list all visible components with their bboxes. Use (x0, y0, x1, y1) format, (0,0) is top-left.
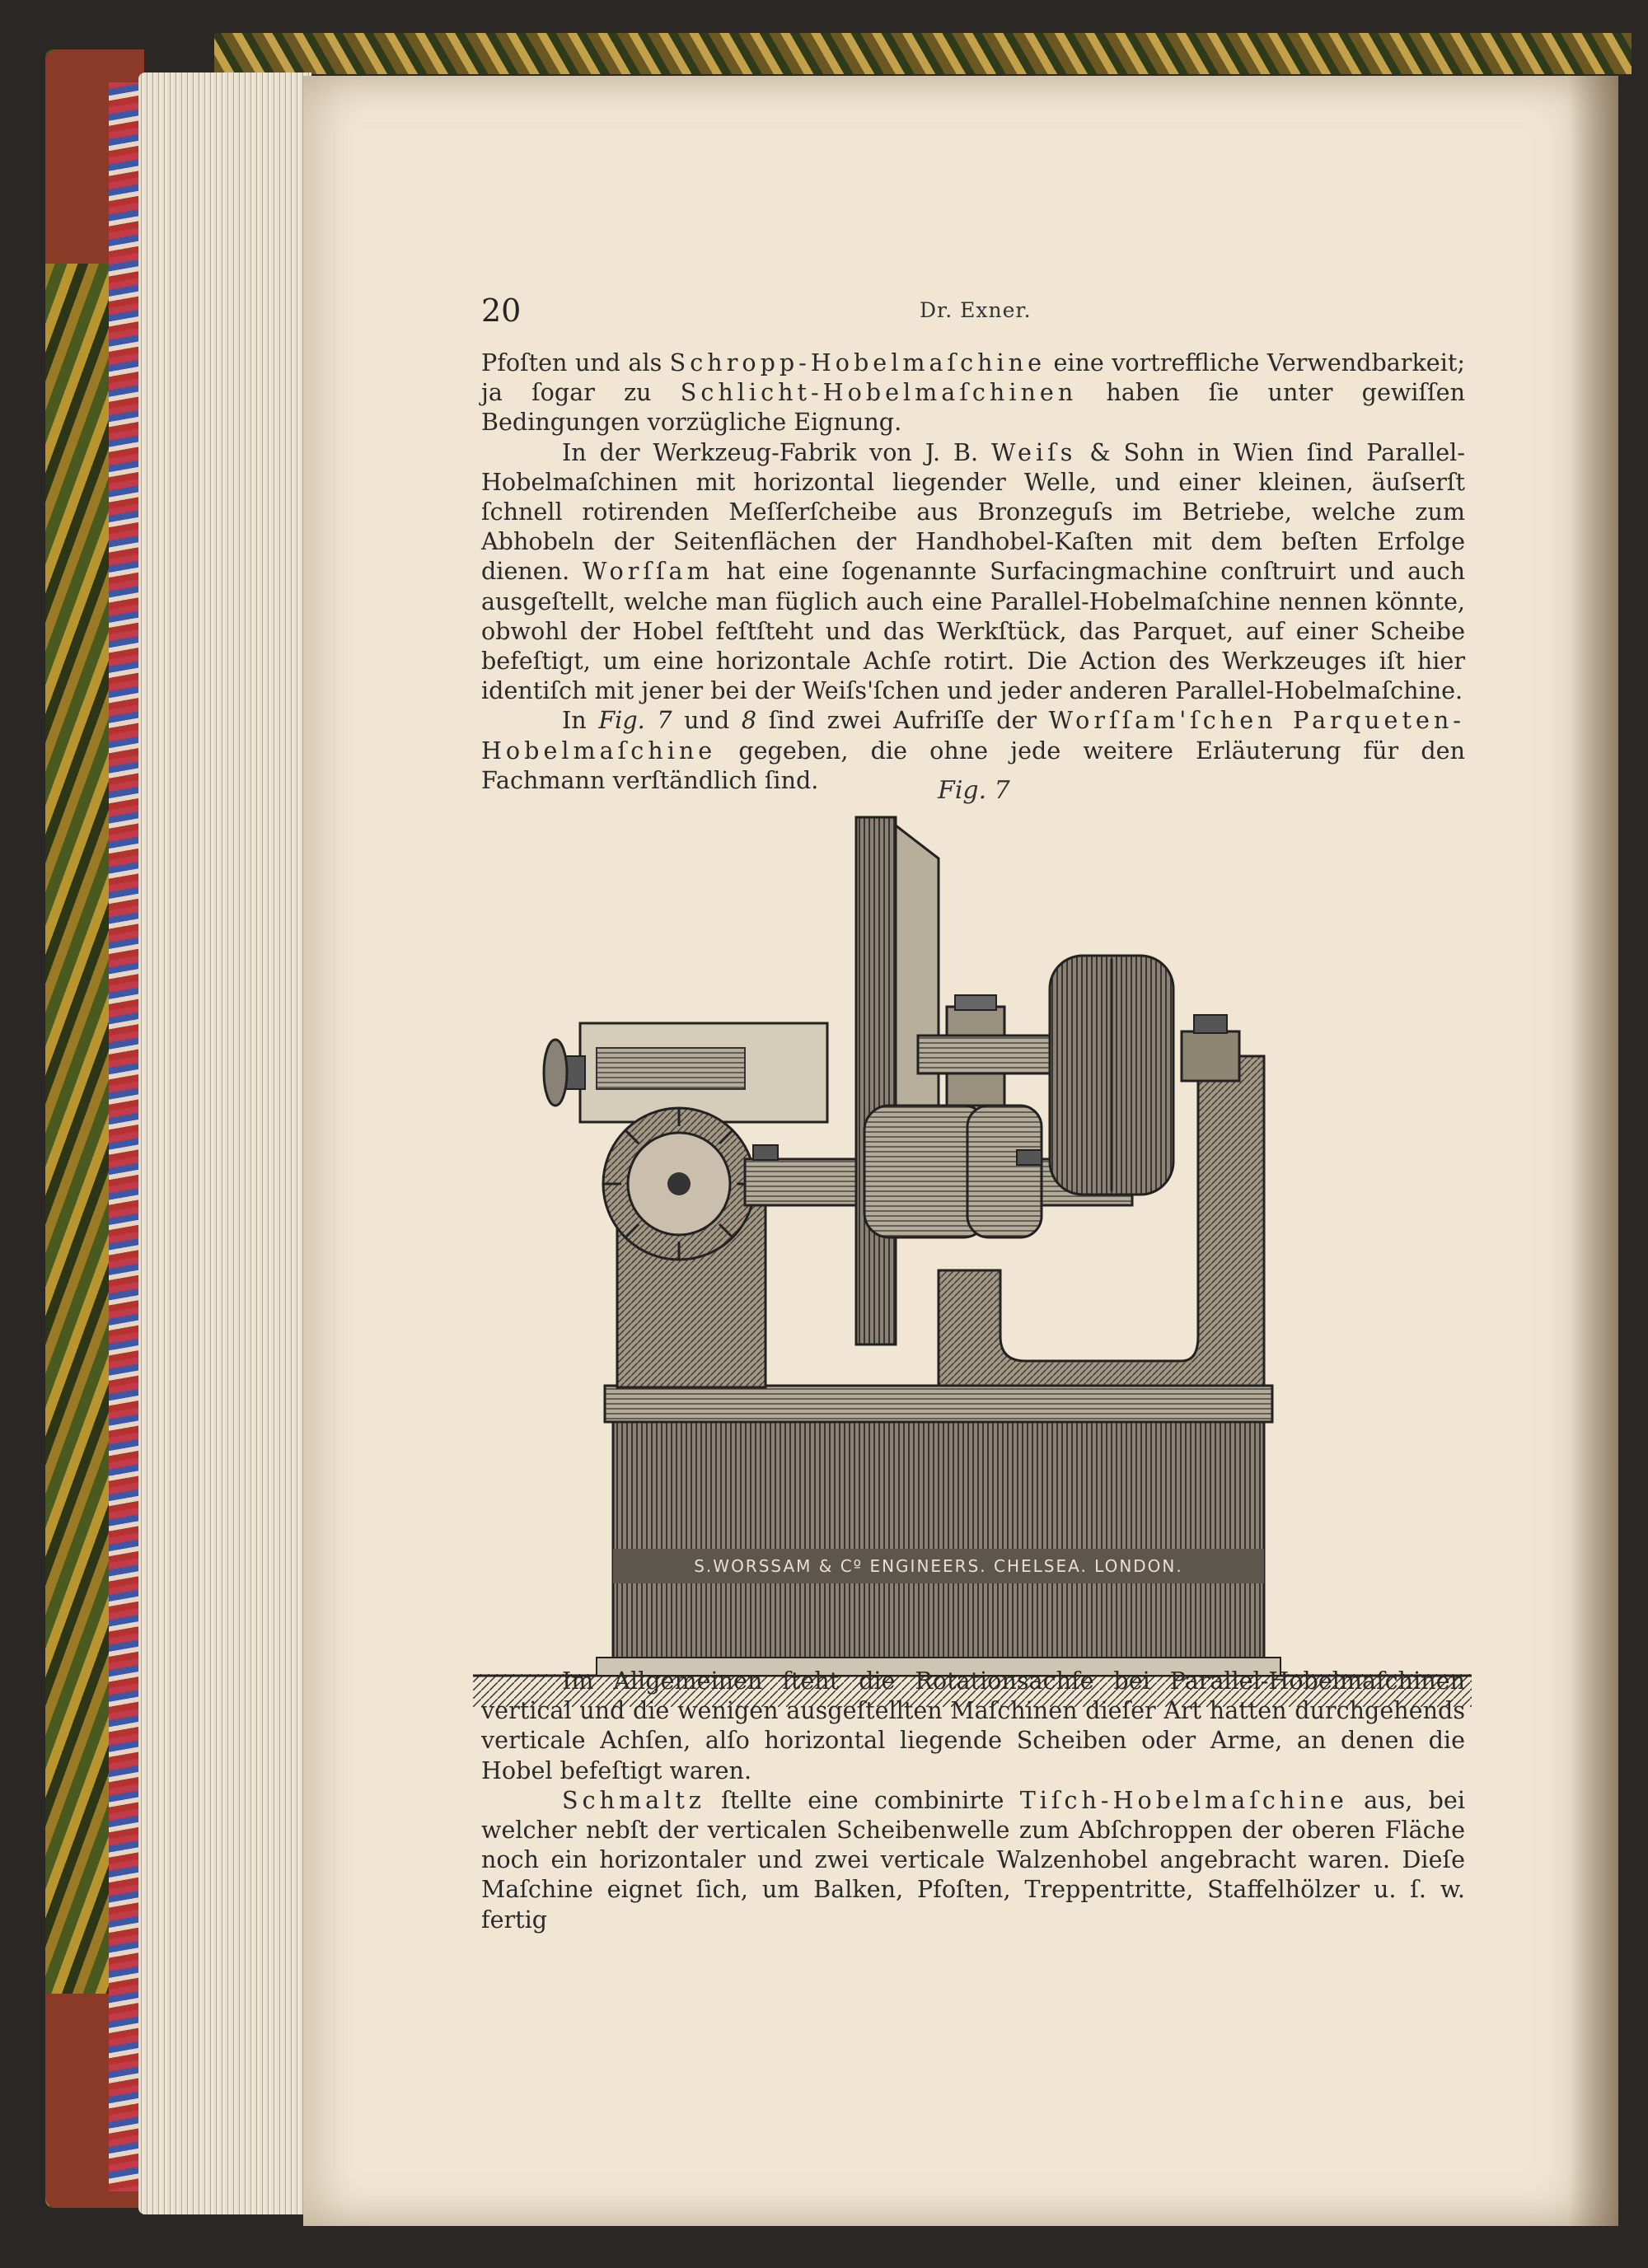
cutter-plank (856, 817, 896, 1344)
book-page (303, 76, 1618, 2226)
paragraph-2 (481, 437, 1465, 706)
text-run: In (562, 706, 599, 735)
text-block-top (481, 348, 1465, 795)
running-head: Dr. Exner. (920, 298, 1032, 322)
text-run: hat eine ſogenannte Surfacingmachine conſtruirt und auch ausgeſtellt, welche man füglich auch eine Parallel-Hobelmaſchine nennen könnte, obwohl der Hobel feſtſteht und das Werkſtück, das Parquet, auf einer Scheibe befeſtigt, um eine horizontale Achſe rotirt. Die Action des Werkzeuges iſt hier identiſch mit jener bei der Weiſs'ſchen und jeder anderen Parallel-Hobelmaſchine. (481, 557, 1465, 705)
paragraph-4: Im Allgemeinen ſteht die Rotationsachſe bei Parallel-Hobelmaſchinen vertical und die wenigen ausgeſtellten Maſchinen dieſer Art hatten durchgehends verticale Achſen, alſo horizontal liegende Scheiben oder Arme, an denen die Hobel befeſtigt waren. (481, 1667, 1465, 1784)
text-block-bottom (481, 1666, 1465, 1934)
text-run: In der Werkzeug-Fabrik von J. B. (562, 437, 991, 466)
text-run: ſind zwei Aufriſſe der (756, 706, 1049, 735)
text-run: & Sohn in Wien ſind Parallel-Hobelmaſchinen mit horizontal liegender Welle, und einer kleinen, äuſserſt ſchnell rotirenden Meſſerſcheibe aus Bronzeguſs im Betriebe, welche zum Abhobeln der Seitenflächen der Handhobel-Kaſten mit dem beſten Erfolge dienen. (481, 437, 1465, 586)
marbled-page-edge (109, 82, 142, 2191)
paragraph-5 (481, 1785, 1465, 1934)
figure-ref-7: Fig. 7 (598, 706, 672, 735)
emphasis-schlicht: Schlicht-Hobelmaſchinen (680, 378, 1078, 407)
emphasis-tisch: Tiſch-Hobelmaſchine (1019, 1785, 1348, 1814)
emphasis-schmaltz: Schmaltz (562, 1785, 705, 1814)
text-run: eine vortreffliche Verwendbarkeit; ja ſogar zu (481, 348, 1465, 407)
machine-engraving (473, 809, 1472, 1723)
text-run: gegeben, die ohne jede weitere Erläuterung für den Fachmann verſtändlich ſind. (481, 736, 1465, 794)
plate-inscription: S.WORSSAM & Cº ENGINEERS. CHELSEA. LONDON. (694, 1556, 1183, 1576)
base-cabinet (613, 1419, 1264, 1676)
bearing-block-right (967, 1106, 1042, 1237)
page-stack-edges (138, 72, 311, 2214)
text-run: ſtellte eine combinirte (705, 1785, 1020, 1814)
page-gutter-shadow (1569, 76, 1618, 2226)
paragraph-1 (481, 348, 1465, 437)
text-run: haben ſie unter gewiſſen Bedingungen vorzügliche Eignung. (481, 378, 1465, 437)
text-run: und (672, 706, 742, 735)
text-run: Pfoſten und als (481, 348, 670, 376)
marbled-top-edge (214, 33, 1632, 74)
figure-caption: Fig. 7 (938, 776, 1010, 805)
figure-ref-8: 8 (741, 706, 757, 735)
emphasis-weiss: Weiſs (990, 437, 1077, 466)
page-number: 20 (481, 292, 522, 329)
handwheel (544, 1040, 567, 1106)
emphasis-schropp: Schropp-Hobelmaſchine (669, 348, 1046, 376)
emphasis-worssam: Worſſam (583, 557, 714, 586)
text-run: aus, bei welcher nebſt der verticalen Scheibenwelle zum Abſchroppen der oberen Fläche noch ein horizontaler und zwei verticale Walzenhobel angebracht waren. Dieſe Maſchine eignet ſich, um Balken, Pfoſten, Treppentritte, Staffelhölzer u. ſ. w. fertig (481, 1785, 1465, 1934)
emphasis-parqueten: Worſſam'ſchen Parqueten-Hobelmaſchine (481, 706, 1465, 765)
